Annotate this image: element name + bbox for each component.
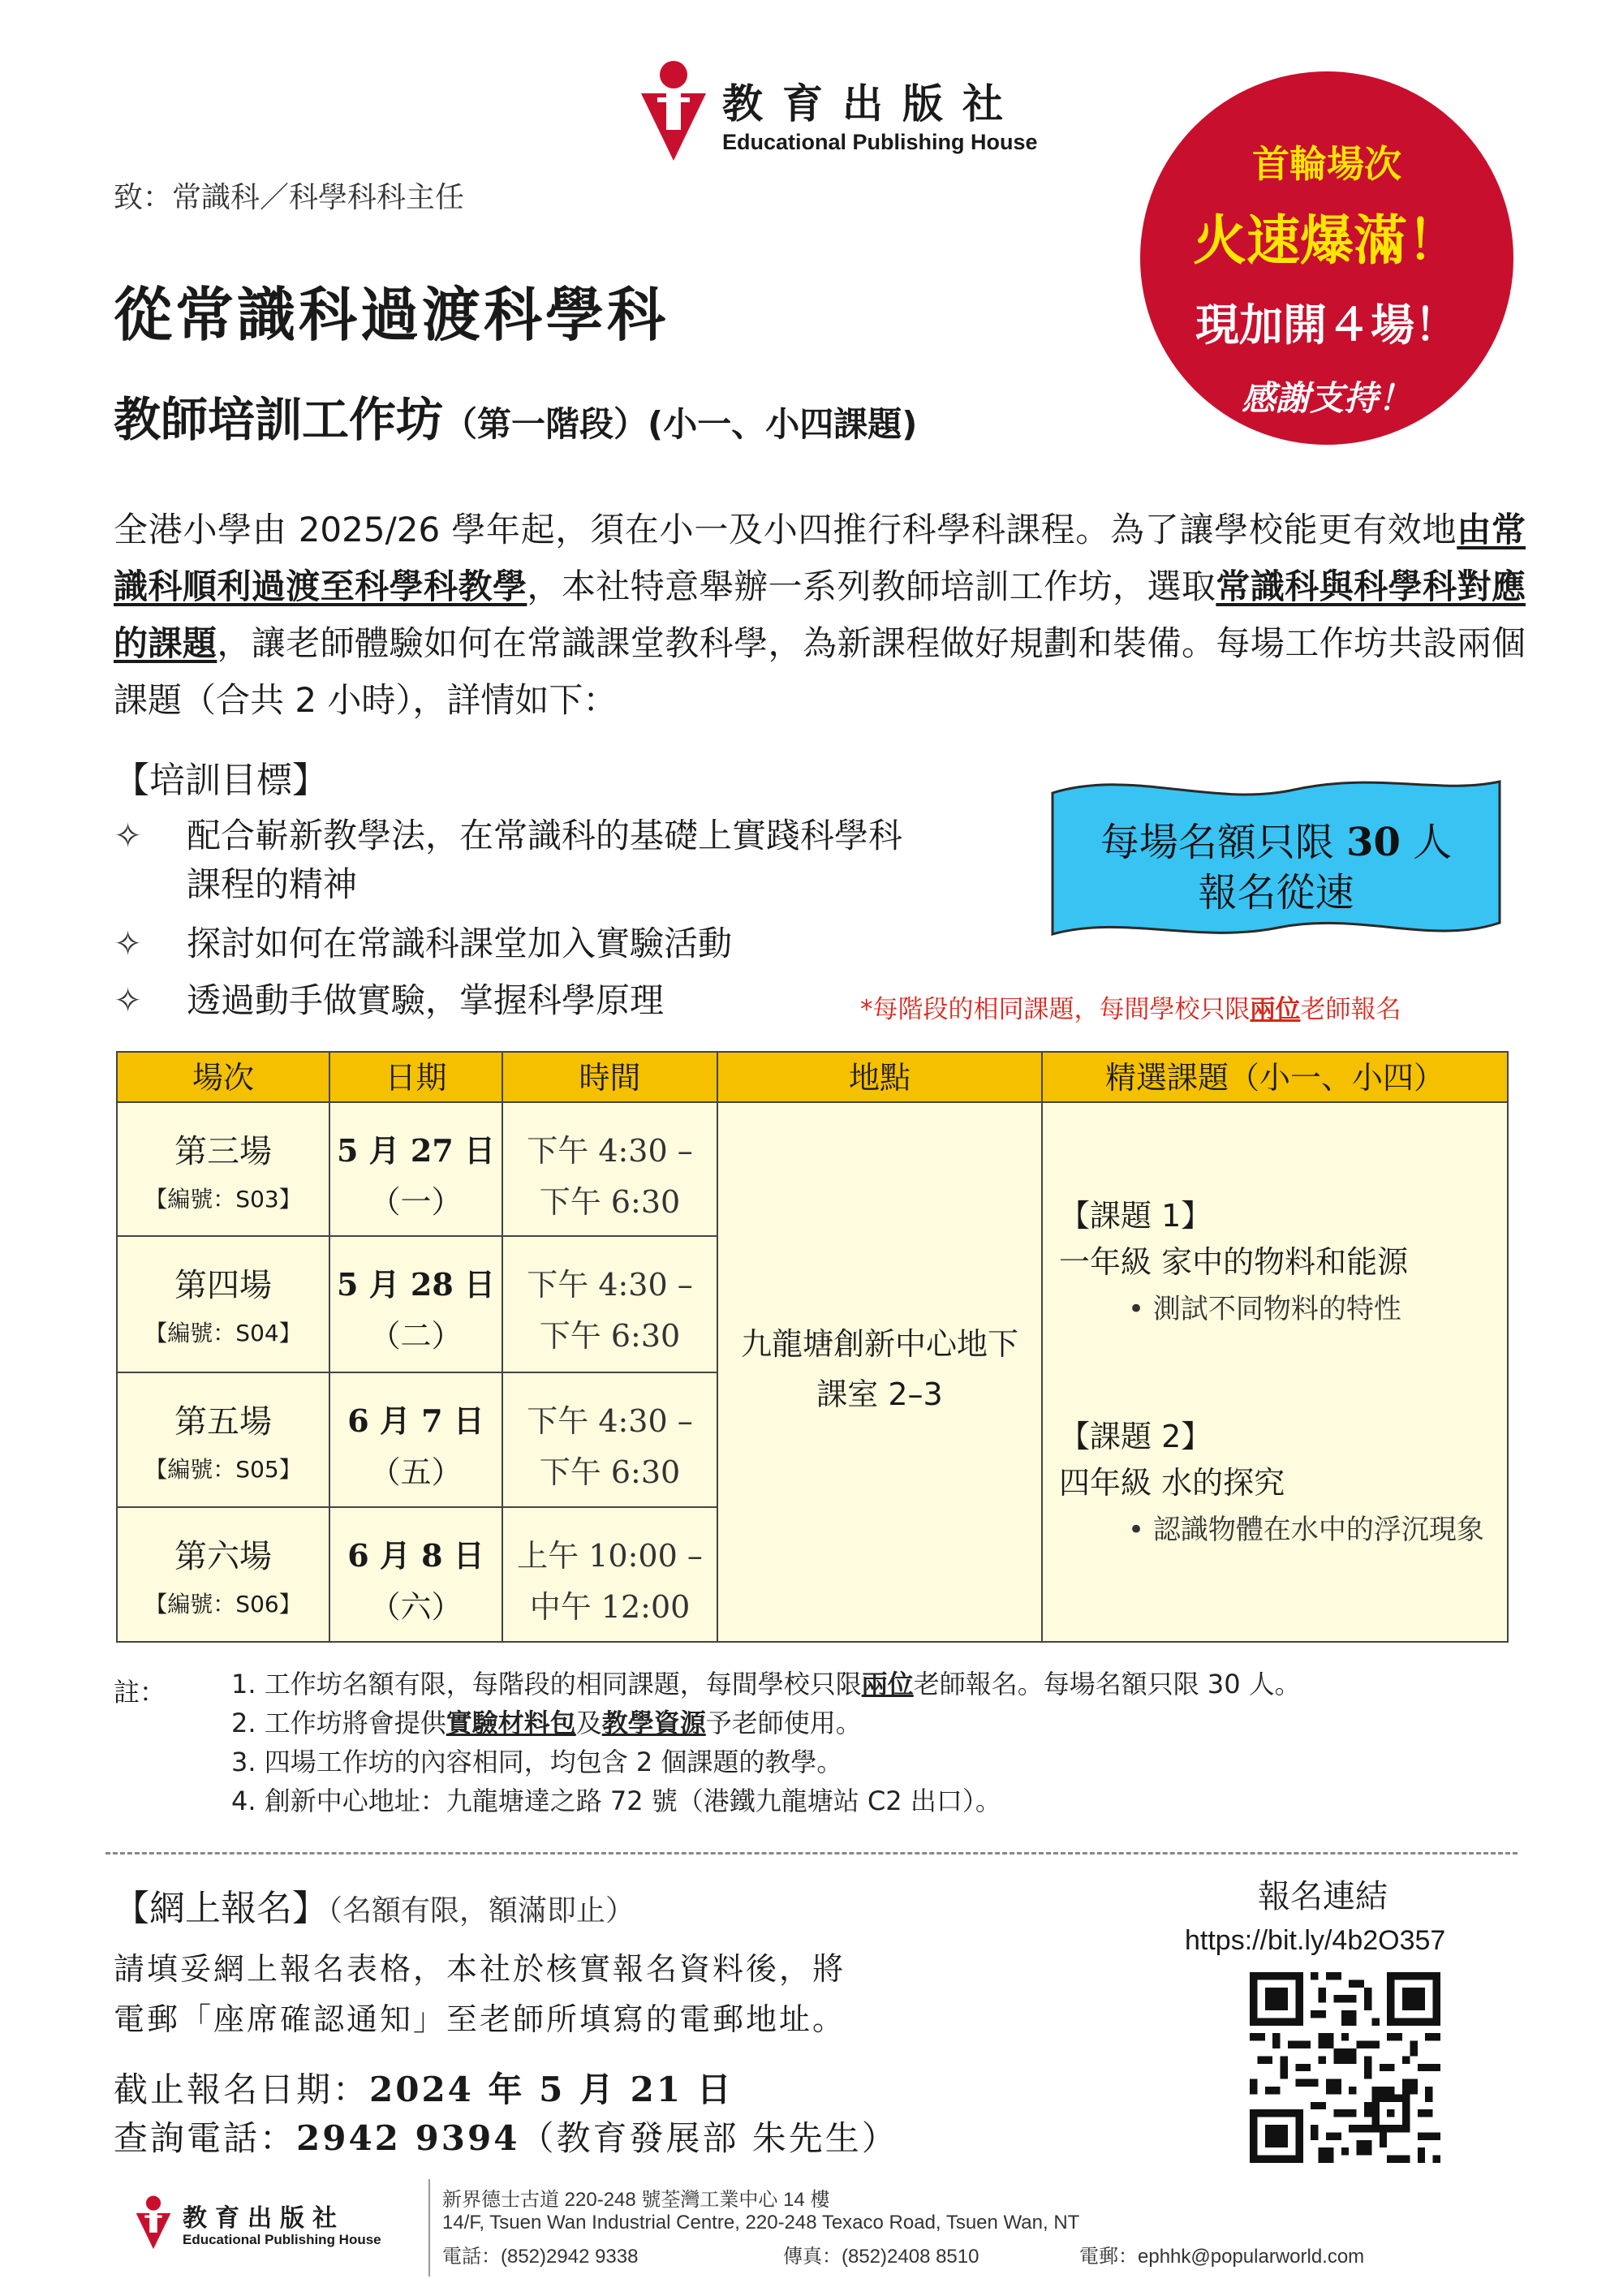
registration-text-2: 電郵「座席確認通知」至老師所填寫的電郵地址。 [114,2001,846,2037]
deadline-label: 截止報名日期： [114,2070,370,2109]
banner-quota-number: 30 [1346,820,1401,865]
note-item: 4. 創新中心地址：九龍塘達之路 72 號（港鐵九龍塘站 C2 出口）。 [231,1786,1001,1816]
registration-text [114,1944,941,2044]
registration-link[interactable]: https://bit.ly/4b2O357 [1185,1925,1446,1956]
session-name: 第三場 [174,1133,272,1170]
schedule-table [116,1051,1509,1643]
badge-line-2: 火速爆滿！ [1193,209,1461,272]
header-date: 日期 [330,1053,503,1103]
table-row-time [503,1508,718,1641]
goals-heading: 【培訓目標】 [114,760,328,801]
time-end: 下午 6:30 [539,1184,681,1220]
banner-text-a: 每場名額只限 [1100,820,1334,865]
header-time: 時間 [503,1053,718,1103]
table-row-time [503,1237,718,1373]
time-end: 中午 12:00 [529,1589,691,1625]
table-row-session [118,1237,330,1373]
location-cell [718,1103,1043,1641]
intro-text-3: ，讓老師體驗如何在常識課堂教科學，為新課程做好規劃和裝備。每場工作坊共設兩個課題（合共 2 小時），詳情如下： [114,623,1526,720]
time-start: 上午 10:00 – [517,1538,703,1574]
banner-line-1 [1051,817,1501,868]
footer-publisher-cn: 教育出版社 [183,2204,345,2233]
phone-label: 查詢電話： [114,2118,297,2158]
goal-text: 配合嶄新教學法，在常識科的基礎上實踐科學科 [187,816,903,855]
topic-2-name: 四年級 水的探究 [1059,1465,1285,1501]
intro-highlight-1: 由常識科順利過渡至科學科教學 [114,510,1526,606]
session-date: 6 月 7 日 [347,1402,484,1439]
table-row-date [330,1237,503,1373]
session-weekday: （二） [369,1318,463,1354]
table-row-session [118,1373,330,1508]
subtitle-stage: （第一階段）(小一、小四課題) [443,404,918,444]
note-1-highlight: 兩位 [861,1669,914,1699]
footer-fax: 傳真：(852)2408 8510 [783,2246,979,2268]
sparkle-icon: ✧ [114,924,143,963]
note-2-highlight-1: 實驗材料包 [446,1708,576,1738]
banner-line-2: 報名從速 [1198,870,1354,915]
table-row-date [330,1373,503,1508]
table-row-session [118,1103,330,1237]
session-date: 5 月 27 日 [336,1132,495,1169]
header-session: 場次 [118,1053,330,1103]
session-code: 【編號：S06】 [144,1591,302,1618]
footer-logo [134,2191,394,2256]
footer-address-en: 14/F, Tsuen Wan Industrial Centre, 220-248 Texaco Road, Tsuen Wan, NT [442,2212,1080,2234]
deadline-date: 2024 年 5 月 21 日 [369,2070,734,2109]
table-row-time [503,1103,718,1237]
goal-item [114,812,1006,909]
main-title: 從常識科過渡科學科 [114,281,669,349]
table-row-time [503,1373,718,1508]
table-row-date [330,1508,503,1641]
session-weekday: （一） [369,1184,463,1220]
sparkle-icon: ✧ [114,816,143,855]
session-weekday: （六） [369,1589,463,1625]
registration-text-1: 請填妥網上報名表格，本社於核實報名資料後，將 [114,1951,846,1987]
registration-title: 【網上報名】 [114,1888,328,1929]
session-code: 【編號：S03】 [144,1186,302,1213]
registration-subtitle: （名額有限，額滿即止） [328,1894,635,1928]
publisher-emblem-icon [637,57,710,162]
footer-divider [428,2179,430,2277]
intro-text-1: 全港小學由 2025/26 學年起，須在小一及小四推行科學科課程。為了讓學校能更有效地 [114,510,1457,549]
session-name: 第五場 [174,1403,272,1441]
publisher-name-en: Educational Publishing House [722,130,1038,154]
location-line-2: 課室 2–3 [816,1376,943,1412]
table-row-date [330,1103,503,1237]
subtitle-main: 教師培訓工作坊 [114,392,444,447]
session-code: 【編號：S05】 [144,1456,302,1483]
quota-note-c: 老師報名 [1300,995,1401,1024]
session-weekday: （五） [369,1454,463,1490]
footer-address-cn: 新界德士古道 220-248 號荃灣工業中心 14 樓 [442,2189,830,2211]
topic-1-bullet: • 測試不同物料的特性 [1128,1293,1401,1325]
note-2-highlight-2: 教學資源 [601,1708,706,1738]
publisher-emblem-icon [134,2191,173,2252]
header-topics: 精選課題（小一、小四） [1043,1053,1507,1103]
topic-2-bullet: • 認識物體在水中的浮沉現象 [1128,1514,1484,1546]
time-start: 下午 4:30 – [527,1403,693,1439]
session-name: 第四場 [174,1267,272,1304]
note-1-a: 1. 工作坊名額有限，每階段的相同課題，每間學校只限 [231,1669,862,1699]
topic-1-name: 一年級 家中的物料和能源 [1059,1244,1409,1280]
session-name: 第六場 [174,1538,272,1575]
notes-label: 註： [114,1677,166,1708]
badge-line-4: 感謝支持！ [1241,378,1412,418]
topic-2-title: 【課題 2】 [1059,1419,1212,1454]
badge-line-3: 現加開４場！ [1195,299,1458,351]
recipient-line: 致：常識科／科學科科主任 [114,181,465,214]
location-line-1: 九龍塘創新中心地下 [740,1326,1018,1362]
goal-text: 透過動手做實驗，掌握科學原理 [187,980,665,1020]
goal-text: 探討如何在常識科課堂加入實驗活動 [187,924,733,963]
badge-line-1: 首輪場次 [1252,142,1401,186]
publisher-name-cn: 教育出版社 [722,80,1022,127]
footer-email[interactable]: 電郵：ephhk@popularworld.com [1079,2246,1365,2268]
time-start: 下午 4:30 – [527,1267,693,1303]
quota-note-a: *每階段的相同課題，每間學校只限 [860,995,1251,1024]
quota-note-highlight: 兩位 [1250,995,1301,1024]
banner-text-b: 人 [1413,820,1453,865]
topic-1-title: 【課題 1】 [1059,1198,1212,1234]
registration-heading [114,1879,635,1931]
sparkle-icon: ✧ [114,980,143,1020]
phone-number[interactable]: 2942 9394 [296,2118,520,2158]
qr-code-icon[interactable] [1250,1972,1440,2163]
subtitle [114,381,917,450]
intro-paragraph [114,502,1526,729]
note-item [231,1703,862,1740]
session-code: 【編號：S04】 [144,1320,302,1346]
goal-item [114,920,1006,968]
intro-highlight-2: 常識科與科學科對應的課題 [114,566,1526,663]
session-date: 6 月 8 日 [347,1537,484,1574]
link-title: 報名連結 [1258,1878,1388,1915]
topics-cell [1043,1103,1507,1641]
footer-tel: 電話：(852)2942 9338 [442,2246,639,2268]
note-item [231,1664,1301,1701]
note-item: 3. 四場工作坊的內容相同，均包含 2 個課題的教學。 [231,1747,843,1777]
footer-publisher-en: Educational Publishing House [183,2232,381,2247]
session-date: 5 月 28 日 [336,1266,495,1303]
table-row-session [118,1508,330,1641]
intro-text-2: ，本社特意舉辦一系列教師培訓工作坊，選取 [527,566,1216,606]
time-start: 下午 4:30 – [527,1133,693,1169]
note-2-a: 2. 工作坊將會提供 [231,1708,446,1738]
time-end: 下午 6:30 [539,1318,681,1354]
deadline-block [114,2066,898,2163]
goal-text-cont: 課程的精神 [187,864,358,904]
header-location: 地點 [718,1053,1043,1103]
note-2-c: 及 [575,1708,602,1738]
publisher-logo [637,57,1038,162]
dashed-divider [105,1852,1518,1854]
phone-contact: （教育發展部 朱先生） [519,2118,898,2158]
time-end: 下午 6:30 [539,1454,681,1490]
banner-text [1051,817,1501,918]
sold-out-badge [1140,71,1513,445]
quota-banner [1051,775,1501,941]
note-1-c: 老師報名。每場名額只限 30 人。 [913,1669,1301,1699]
note-2-e: 予老師使用。 [705,1708,862,1738]
quota-note [860,989,1401,1025]
